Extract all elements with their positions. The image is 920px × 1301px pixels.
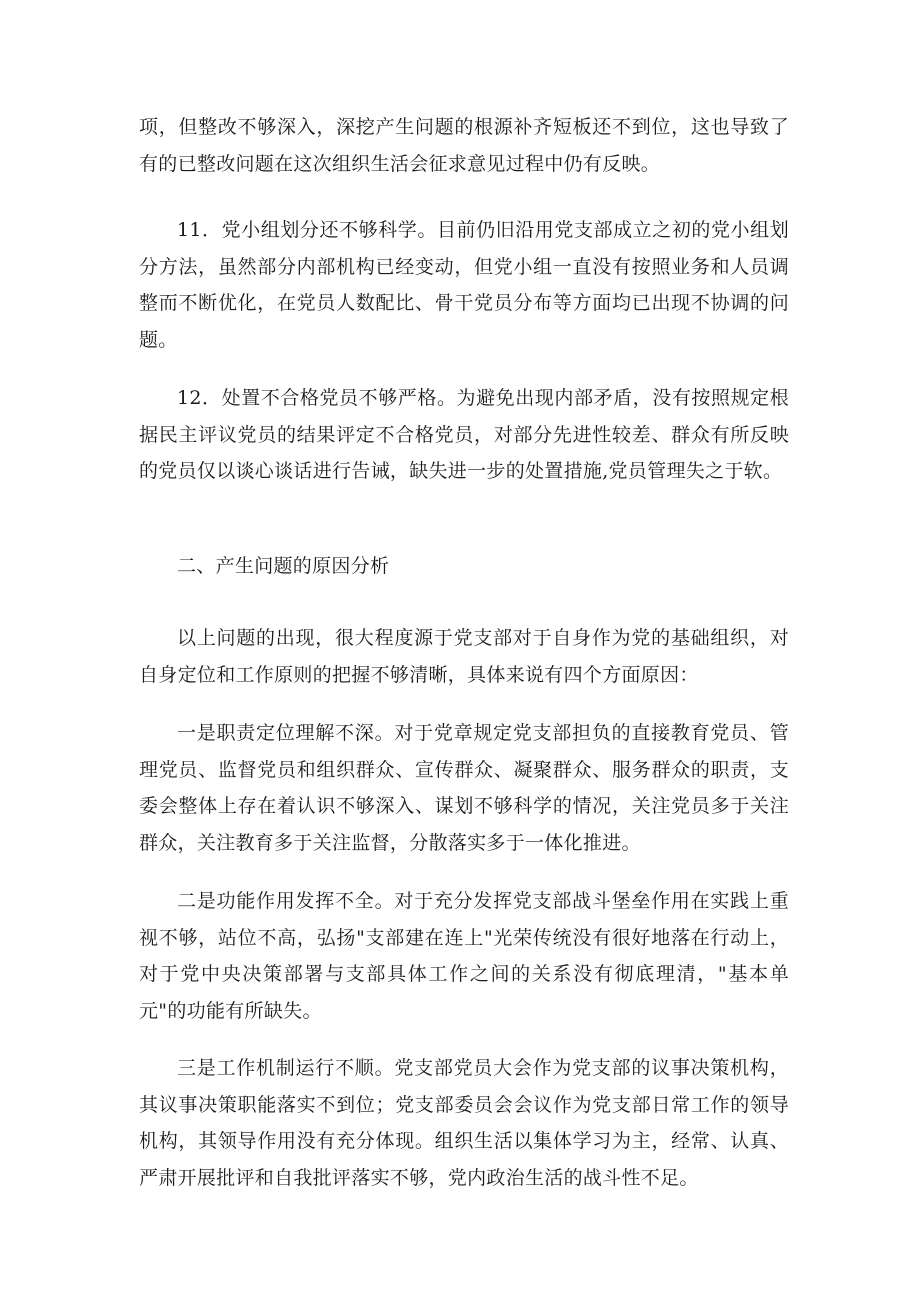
paragraph-intro: 以上问题的出现，很大程度源于党支部对于自身作为党的基础组织，对自身定位和工作原则的把握不够清晰，具体来说有四个方面原因： <box>139 627 789 686</box>
paragraph-reason-1: 一是职责定位理解不深。对于党章规定党支部担负的直接教育党员、管理党员、监督党员和组织群众、宣传群众、凝聚群众、服务群众的职责，支委会整体上存在着认识不够深入、谋划不够科学的情况，关注党员多于关注群众，关注教育多于关注监督，分散落实多于一体化推进。 <box>139 722 789 854</box>
paragraph-item-11: 11．党小组划分还不够科学。目前仍旧沿用党支部成立之初的党小组划分方法，虽然部分内部机构已经变动，但党小组一直没有按照业务和人员调整而不断优化，在党员人数配比、骨干党员分布等方面均已出现不协调的问题。 <box>139 219 789 351</box>
paragraph-continuation: 项，但整改不够深入，深挖产生问题的根源补齐短板还不到位，这也导致了有的已整改问题在这次组织生活会征求意见过程中仍有反映。 <box>139 116 789 175</box>
paragraph-reason-3: 三是工作机制运行不顺。党支部党员大会作为党支部的议事决策机构，其议事决策职能落实不到位；党支部委员会会议作为党支部日常工作的领导机构，其领导作用没有充分体现。组织生活以集体学习为主，经常、认真、严肃开展批评和自我批评落实不够，党内政治生活的战斗性不足。 <box>139 1057 789 1189</box>
paragraph-reason-2: 二是功能作用发挥不全。对于充分发挥党支部战斗堡垒作用在实践上重视不够，站位不高，弘扬"支部建在连上"光荣传统没有很好地落在行动上，对于党中央决策部署与支部具体工作之间的关系没有彻底理清，"基本单元"的功能有所缺失。 <box>139 890 789 1022</box>
paragraph-item-12: 12．处置不合格党员不够严格。为避免出现内部矛盾，没有按照规定根据民主评议党员的结果评定不合格党员，对部分先进性较差、群众有所反映的党员仅以谈心谈话进行告诫，缺失进一步的处置措施,党员管理失之于软。 <box>139 387 789 482</box>
section-heading: 二、产生问题的原因分析 <box>177 555 390 577</box>
